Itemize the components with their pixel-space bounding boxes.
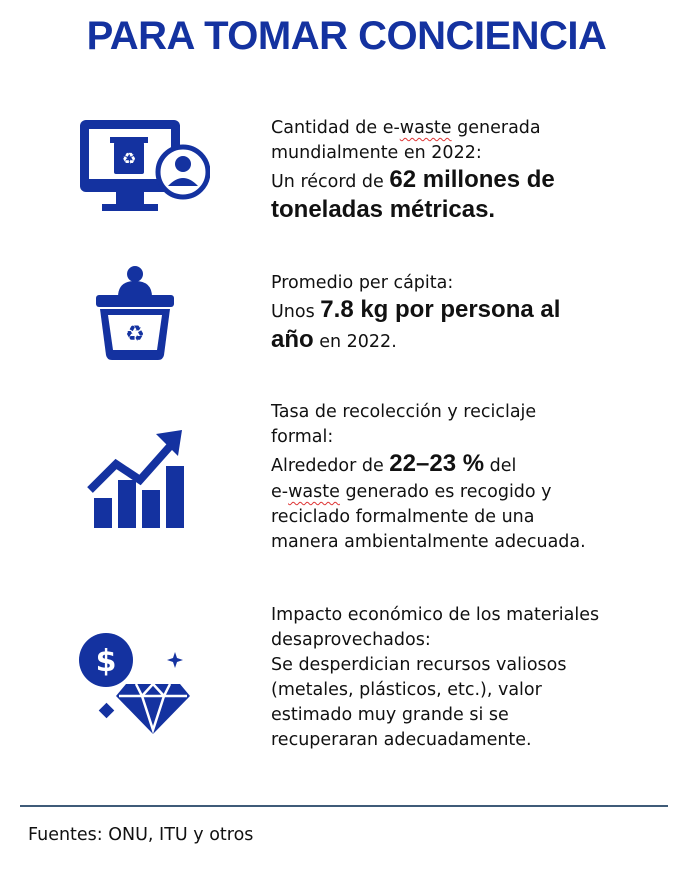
fact-value-cont: toneladas métricas. xyxy=(271,196,496,223)
svg-text:$: $ xyxy=(95,644,117,679)
fact-per-capita xyxy=(271,271,681,356)
fact-label-cont: mundialmente en 2022: xyxy=(271,143,482,163)
fact-text-line: estimado muy grande si se xyxy=(271,705,509,725)
footer-divider xyxy=(20,805,668,807)
svg-text:♻: ♻ xyxy=(121,149,137,168)
fact-text-line: reciclado formalmente de una xyxy=(271,507,535,527)
growth-bar-chart-icon xyxy=(86,430,186,530)
recycle-bin-icon xyxy=(96,265,174,363)
fact-text-line: (metales, plásticos, etc.), valor xyxy=(271,680,542,700)
fact-text-line: recuperaran adecuadamente. xyxy=(271,730,532,750)
fact-text-line: e-waste generado es recogido y xyxy=(271,482,552,502)
fact-value-cont: año en 2022. xyxy=(271,326,397,353)
fact-recycling-rate xyxy=(271,400,681,555)
fact-economic-impact xyxy=(271,603,681,753)
fact-value-line: Alrededor de 22–23 % del xyxy=(271,450,517,477)
fact-label-cont: formal: xyxy=(271,427,334,447)
fact-text-line: Se desperdician recursos valiosos xyxy=(271,655,567,675)
sources-text: Fuentes: ONU, ITU y otros xyxy=(28,825,254,845)
fact-label-cont: desaprovechados: xyxy=(271,630,431,650)
dollar-diamond-icon xyxy=(78,632,190,734)
fact-value-line: Unos 7.8 kg por persona al xyxy=(271,296,561,323)
fact-label: Impacto económico de los materiales xyxy=(271,605,600,625)
fact-label: Tasa de recolección y reciclaje xyxy=(271,402,537,422)
page-title: PARA TOMAR CONCIENCIA xyxy=(86,14,607,58)
fact-text-line: manera ambientalmente adecuada. xyxy=(271,532,586,552)
fact-label: Cantidad de e-waste generada xyxy=(271,118,541,138)
computer-recycle-user-icon xyxy=(80,120,210,220)
fact-ewaste-total xyxy=(271,116,681,224)
svg-text:♻: ♻ xyxy=(125,322,145,347)
fact-label: Promedio per cápita: xyxy=(271,273,454,293)
fact-value-line: Un récord de 62 millones de xyxy=(271,166,555,193)
